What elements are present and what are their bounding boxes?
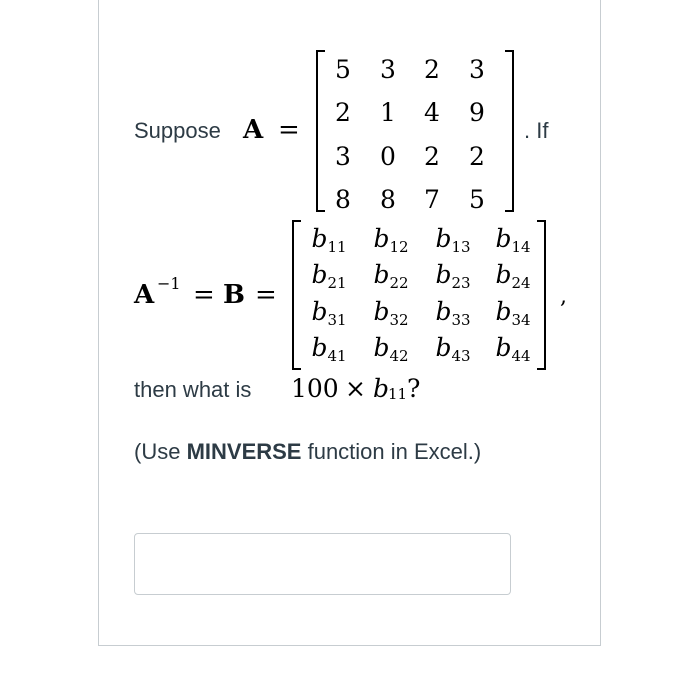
matrix-b-cell <box>360 224 422 257</box>
matrix-b-cell <box>298 297 360 330</box>
matrix-a-cell: 3 <box>335 142 351 171</box>
matrix-b-letter: b <box>373 224 390 253</box>
matrix-a-cell: 9 <box>469 98 485 127</box>
matrix-b-letter: b <box>495 297 512 326</box>
matrix-a-right-bracket <box>505 50 514 212</box>
matrix-b-subscript: 44 <box>511 347 531 365</box>
expr-question-mark: ? <box>407 374 421 403</box>
matrix-b-letter: b <box>311 333 328 362</box>
matrix-a-cell: 8 <box>380 185 396 214</box>
matrix-b-letter: b <box>435 224 452 253</box>
matrix-b-subscript: 42 <box>389 347 409 365</box>
matrix-b-letter: b <box>311 297 328 326</box>
matrix-b-subscript: 12 <box>389 238 409 256</box>
matrix-a-cell: 2 <box>424 55 440 84</box>
times-sign: × <box>345 374 366 403</box>
matrix-a-cell: 2 <box>469 142 485 171</box>
matrix-b-cell <box>422 224 484 257</box>
matrix-b-subscript: 32 <box>389 311 409 329</box>
matrix-b-letter: b <box>311 260 328 289</box>
matrix-b-subscript: 41 <box>327 347 347 365</box>
matrix-b <box>292 220 546 370</box>
matrix-a-cell: 1 <box>380 98 396 127</box>
matrix-b-cell <box>298 224 360 257</box>
equals-sign-3: = <box>255 280 277 310</box>
matrix-a-symbol: A <box>243 115 264 145</box>
suppose-label: Suppose <box>134 118 221 143</box>
matrix-b-subscript: 43 <box>451 347 471 365</box>
inverse-superscript: −1 <box>157 274 181 293</box>
hint-text <box>134 439 481 465</box>
matrix-a-cell: 3 <box>380 55 396 84</box>
matrix-a-cell: 0 <box>380 142 396 171</box>
answer-input[interactable] <box>134 533 511 595</box>
matrix-b-letter: b <box>373 333 390 362</box>
matrix-a-cell: 2 <box>335 98 351 127</box>
matrix-b-cell <box>360 260 422 293</box>
matrix-b-letter: b <box>495 260 512 289</box>
matrix-b-letter: b <box>495 333 512 362</box>
expr-b: b <box>373 374 390 403</box>
matrix-b-letter: b <box>435 260 452 289</box>
matrix-a-cell: 8 <box>335 185 351 214</box>
matrix-a-cell: 5 <box>335 55 351 84</box>
matrix-b-cell <box>422 260 484 293</box>
hint-open: (Use <box>134 439 187 464</box>
matrix-b-letter: b <box>435 333 452 362</box>
matrix-b-cell <box>422 297 484 330</box>
matrix-b-letter: b <box>373 260 390 289</box>
matrix-b-cell <box>298 333 360 366</box>
matrix-b-subscript: 14 <box>511 238 531 256</box>
matrix-a-cell: 2 <box>424 142 440 171</box>
expr-100: 100 <box>291 374 339 403</box>
matrix-b-cell <box>482 297 544 330</box>
comma: , <box>560 284 567 309</box>
hint-function-name: MINVERSE <box>186 439 302 464</box>
equals-sign: = <box>278 115 300 145</box>
matrix-b-subscript: 22 <box>389 274 409 292</box>
a-inverse-symbol: A <box>134 280 155 310</box>
matrix-b-subscript: 33 <box>451 311 471 329</box>
matrix-b-letter: b <box>311 224 328 253</box>
matrix-b-subscript: 21 <box>327 274 347 292</box>
matrix-b-cell <box>360 297 422 330</box>
matrix-b-subscript: 13 <box>451 238 471 256</box>
if-label: . If <box>524 118 549 143</box>
matrix-a-cell: 4 <box>424 98 440 127</box>
matrix-a-cell: 3 <box>469 55 485 84</box>
matrix-b-cell <box>360 333 422 366</box>
matrix-b-letter: b <box>495 224 512 253</box>
matrix-a-cell: 7 <box>424 185 440 214</box>
matrix-b-subscript: 11 <box>327 238 347 256</box>
matrix-b-subscript: 23 <box>451 274 471 292</box>
matrix-b-letter: b <box>373 297 390 326</box>
matrix-a <box>316 50 514 212</box>
expr-subscript: 11 <box>388 385 408 403</box>
matrix-b-cell <box>482 260 544 293</box>
matrix-b-letter: b <box>435 297 452 326</box>
matrix-b-subscript: 24 <box>511 274 531 292</box>
matrix-b-subscript: 34 <box>511 311 531 329</box>
matrix-b-cell <box>298 260 360 293</box>
matrix-a-cell: 5 <box>469 185 485 214</box>
hint-close: function in Excel.) <box>301 439 482 464</box>
equals-sign-2: = <box>193 280 215 310</box>
matrix-b-cell <box>482 333 544 366</box>
matrix-b-subscript: 31 <box>327 311 347 329</box>
matrix-b-symbol: B <box>223 280 245 310</box>
matrix-b-cell <box>482 224 544 257</box>
matrix-b-cell <box>422 333 484 366</box>
then-text: then what is <box>134 377 252 402</box>
